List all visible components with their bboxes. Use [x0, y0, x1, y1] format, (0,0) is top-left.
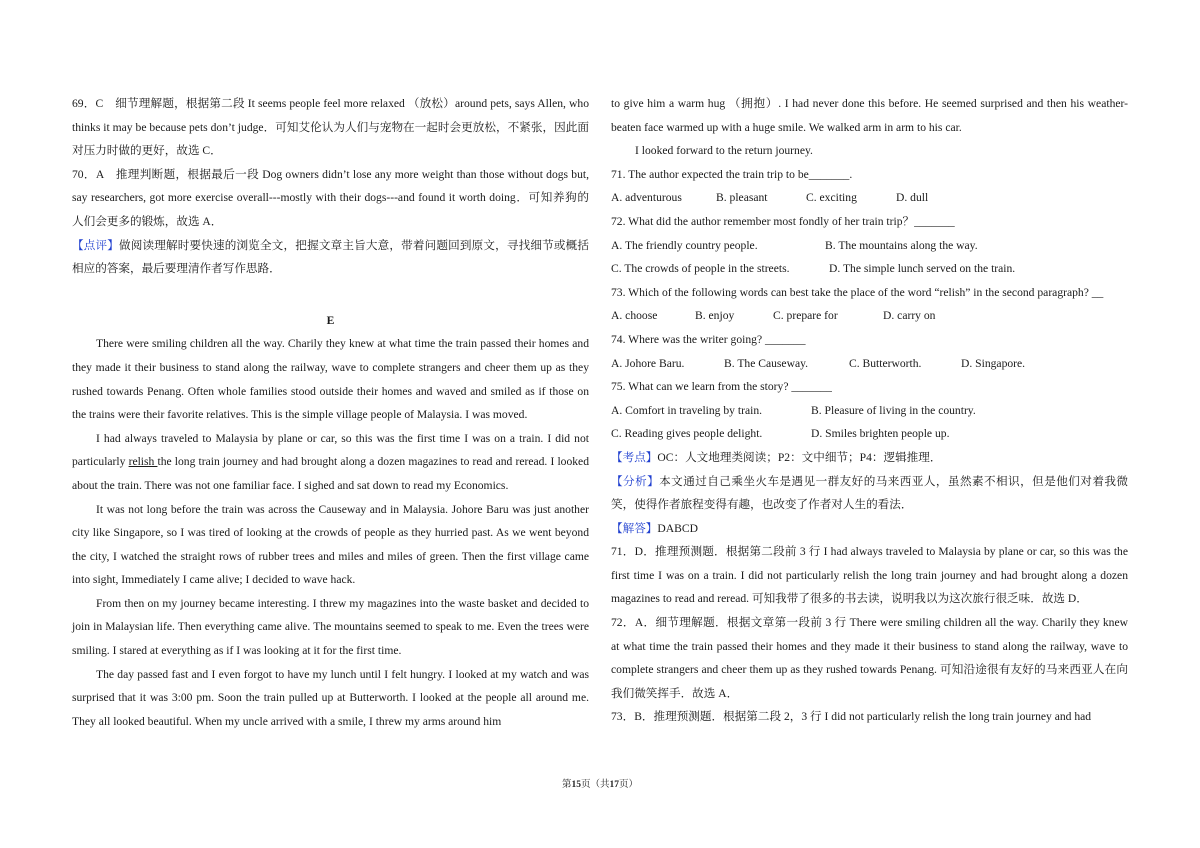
question-74: 74. Where was the writer going? _______ [611, 332, 806, 346]
question-73-options [611, 304, 1128, 328]
option: C. Reading gives people delight. [611, 427, 763, 441]
passage-continuation: to give him a warm hug （拥抱）. I had never done this before. He seemed surprised and then his weather-beaten face warmed up with a huge smile. We walked arm in arm to his car. [611, 97, 1128, 134]
option: D. dull [896, 191, 929, 205]
question-75-options-row2 [611, 422, 1128, 446]
answer-70: 70．A 推理判断题，根据最后一段 Dog owners didn’t lose any more weight than those without dogs but, say researchers, got more exercise overall---mostly with their dogs---and found it worth doing．可知养狗的人们会更多的锻炼，故选 A． [72, 167, 589, 228]
left-column [72, 92, 589, 733]
question-73: 73. Which of the following words can best take the place of the word “relish” in the second paragraph? __ [611, 285, 1104, 299]
option: D. Smiles brighten people up. [811, 427, 950, 441]
comment-paragraph [72, 234, 589, 281]
comment-tag: 【点评】 [72, 238, 120, 252]
jieda-tag: 【解答】 [611, 521, 658, 535]
jieda-paragraph [611, 517, 1128, 541]
option: D. Singapore. [961, 356, 1026, 370]
option: A. Johore Baru. [611, 356, 685, 370]
option: A. Comfort in traveling by train. [611, 403, 763, 417]
kaodian-tag: 【考点】 [611, 450, 658, 464]
option: B. enjoy [695, 309, 735, 323]
option: A. choose [611, 309, 658, 323]
answer-72-explanation: 72．A．细节理解题．根据文章第一段前 3 行 There were smiling children all the way. Charily they knew at what time the train passed their homes and they made it their business to stand along the railway, wave to complete strangers and cheer them up as they rushed towards Penang. 可知沿途很有友好的马来西亚人在向我们微笑挥手．故选 A． [611, 616, 1128, 700]
option: B. pleasant [716, 191, 768, 205]
option: D. The simple lunch served on the train. [829, 262, 1016, 276]
option: C. The crowds of people in the streets. [611, 262, 790, 276]
footer-mid: 页（共 [580, 780, 610, 790]
question-72: 72. What did the author remember most fondly of her train trip？_______ [611, 214, 955, 228]
page-number: 15 [571, 780, 581, 790]
fenxi-paragraph [611, 470, 1128, 517]
page-footer [0, 776, 1200, 790]
question-75-options-row1 [611, 399, 1128, 423]
section-heading: E [326, 313, 335, 327]
option: B. The mountains along the way. [825, 238, 978, 252]
para2-text-a: I had always traveled to Malaysia by plane or car, so this was the first time I was on a train. I did not particularly [72, 431, 589, 469]
passage-last-line: I looked forward to the return journey. [635, 144, 813, 158]
question-74-options [611, 352, 1128, 376]
question-71-options [611, 186, 1128, 210]
option: B. The Causeway. [724, 356, 809, 370]
option: A. adventurous [611, 191, 682, 205]
kaodian-paragraph [611, 446, 1128, 470]
option: A. The friendly country people. [611, 238, 758, 252]
passage-paragraph-2 [72, 427, 589, 498]
option: C. exciting [806, 191, 857, 205]
comment-text: 做阅读理解时要快速的浏览全文，把握文章主旨大意，带着问题回到原文，寻找细节或概括相应的答案，最后要理清作者写作思路． [72, 238, 589, 276]
option: C. prepare for [773, 309, 838, 323]
footer-prefix: 第 [561, 780, 572, 790]
para2-text-b: the long train journey and had brought along a dozen magazines to read and reread. I looked about the train. There was not one familiar face. I sighed and sat down to read my Economics. [72, 455, 589, 492]
option: C. Butterworth. [849, 356, 922, 370]
question-72-options-row1 [611, 234, 1128, 258]
answer-73-explanation: 73．B．推理预测题．根据第二段 2，3 行 I did not particularly relish the long train journey and had [611, 710, 1092, 724]
answer-69: 69．C 细节理解题，根据第二段 It seems people feel more relaxed （放松）around pets, says Allen, who thinks it may be because pets don’t judge．可知艾伦认为人们与宠物在一起时会更放松，不紧张，因此面对压力时做的更好，故选 C． [72, 97, 589, 158]
fenxi-tag: 【分析】 [611, 474, 660, 488]
fenxi-text: 本文通过自己乘坐火车是遇见一群友好的马来西亚人，虽然素不相识，但是他们对着我微笑，使得作者旅程变得有趣，也改变了作者对人生的看法． [611, 474, 1128, 512]
kaodian-text: OC：人文地理类阅读；P2：文中细节；P4：逻辑推理． [657, 450, 942, 464]
page-total: 17 [609, 780, 619, 790]
jieda-text: DABCD [657, 521, 698, 535]
option: D. carry on [883, 309, 936, 323]
question-72-options-row2 [611, 257, 1128, 281]
passage-paragraph-5: The day passed fast and I even forgot to have my lunch until I felt hungry. I looked at my watch and was surprised that it was 3:00 pm. Soon the train pulled up at Butterworth. I looked at the people all around me. They all looked beautiful. When my uncle arrived with a smile, I threw my arms around him [72, 667, 589, 728]
answer-71-explanation: 71．D．推理预测题．根据第二段前 3 行 I had always traveled to Malaysia by plane or car, so this was the first time I was on a train. I did not particularly relish the long train journey and had brought along a dozen magazines to read and reread. 可知我带了很多的书去读，说明我以为这次旅行很乏味．故选 D． [611, 545, 1128, 606]
option: B. Pleasure of living in the country. [811, 403, 976, 417]
right-column [611, 92, 1128, 729]
footer-suffix: 页） [619, 780, 639, 790]
question-75: 75. What can we learn from the story? _______ [611, 380, 832, 394]
question-71: 71. The author expected the train trip to be_______. [611, 167, 853, 181]
passage-paragraph-3: It was not long before the train was across the Causeway and in Malaysia. Johore Baru was just another city like Singapore, so I was tired of looking at the crowds of people as they hurried past. As we went beyond the city, I watched the straight rows of rubber trees and miles and miles of green. Then the first village came into sight, Immediately I came alive; I decided to wave hack. [72, 502, 589, 587]
passage-paragraph-4: From then on my journey became interesting. I threw my magazines into the waste basket and decided to join in Malaysian life. Then everything came alive. The mountains seemed to speak to me. Even the trees were smiling. I stared at everything as if I was looking at it for the first time. [72, 596, 589, 658]
passage-paragraph-1: There were smiling children all the way. Charily they knew at what time the train passed their homes and they made it their business to stand along the railway, wave to complete strangers and cheer them up as they rushed towards Penang. Often whole families stood outside their homes and waved and smiled as if those on the trains were their favorite relatives. This is the simple village people of Malaysia. I was moved. [72, 337, 589, 422]
underlined-word-relish: relish [128, 455, 158, 469]
